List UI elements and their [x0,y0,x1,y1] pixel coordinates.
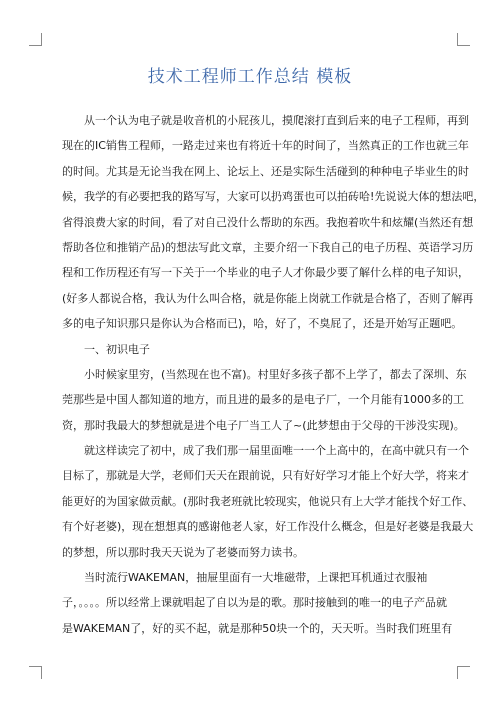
text-line: 是WAKEMAN了，好的买不起，就是那种50块一个的，天天听。当时我们班里有 [62,621,453,635]
crop-mark-bottom-right [457,666,470,679]
text-line: 当时流行WAKEMAN，抽屉里面有一大堆磁带，上课把耳机通过衣服袖 [62,571,428,584]
text-line: 莞那些是中国人都知道的地方，而且进的最多的是电子厂，一个月能有1000多的工 [62,393,464,407]
text-line: 目标了，那就是大学，老师们天天在跟前说，只有好好学习才能上个好大学，将来才 [62,469,469,483]
paragraph-wakeman [62,565,452,641]
text-line: 多的电子知识那只是你认为合格而已)，哈，好了，不臭屁了，还是开始写正题吧。 [62,317,463,331]
text-line: 就这样读完了初中，成了我们那一届里面唯一一个上高中的，在高中就只有一个 [62,444,469,457]
text-line: 程和工作历程还有写一下关于一个毕业的电子人才你最少要了解什么样的电子知识， [62,266,469,280]
section-heading [62,337,150,362]
text-line: 一、初识电子 [62,343,150,356]
text-line: (好多人都说合格，我认为什么叫合格，就是你能上岗就工作就是合格了，否则了解再 [62,291,474,305]
text-line: 现在的IC销售工程师，一路走过来也有将近十年的时间了，当然真正的工作也就三年 [62,139,469,153]
crop-mark-bottom-left [29,666,42,679]
text-line: 候，我学的有必要把我的路写写，大家可以扔鸡蛋也可以拍砖哈!先说说大体的想法吧， [62,190,485,204]
text-line: 帮助各位和推销产品)的想法写此文章，主要介绍一下我自己的电子历程、英语学习历 [62,241,474,255]
text-line: 能更好的为国家做贡献。(那时我老班就比较现实，他说只有上大学才能找个好工作、 [62,494,474,508]
text-line: 有个好老婆)，现在想想真的感谢他老人家，好工作没什么概念，但是好老婆是我最大 [62,520,474,534]
paragraph-school [62,438,473,565]
paragraph-intro [62,108,484,337]
paragraph-childhood [62,362,467,438]
text-line: 的梦想，所以那时我天天说为了老婆而努力读书。 [62,545,304,559]
text-line: 的时间。尤其是无论当我在网上、论坛上、还是实际生活碰到的种种电子毕业生的时 [62,164,469,178]
crop-mark-top-right [457,33,470,46]
document-title: 技术工程师工作总结 模板 [147,67,353,87]
text-line: 从一个认为电子就是收音机的小屁孩儿，摸爬滚打直到后来的电子工程师，再到 [62,114,469,127]
text-line: 省得浪费大家的时间，看了对自己没什么帮助的东西。我抱着吹牛和炫耀(当然还有想 [62,215,474,229]
text-line: 子，。。。。所以经常上课就唱起了自以为是的歌。那时接触到的唯一的电子产品就 [62,596,447,610]
text-line: 资，那时我最大的梦想就是进个电子厂当工人了~(此梦想由于父母的干涉没实现)。 [62,418,465,432]
text-line: 小时候家里穷，(当然现在也不富)。村里好多孩子都不上学了，都去了深圳、东 [62,368,467,381]
crop-mark-top-left [29,33,42,46]
